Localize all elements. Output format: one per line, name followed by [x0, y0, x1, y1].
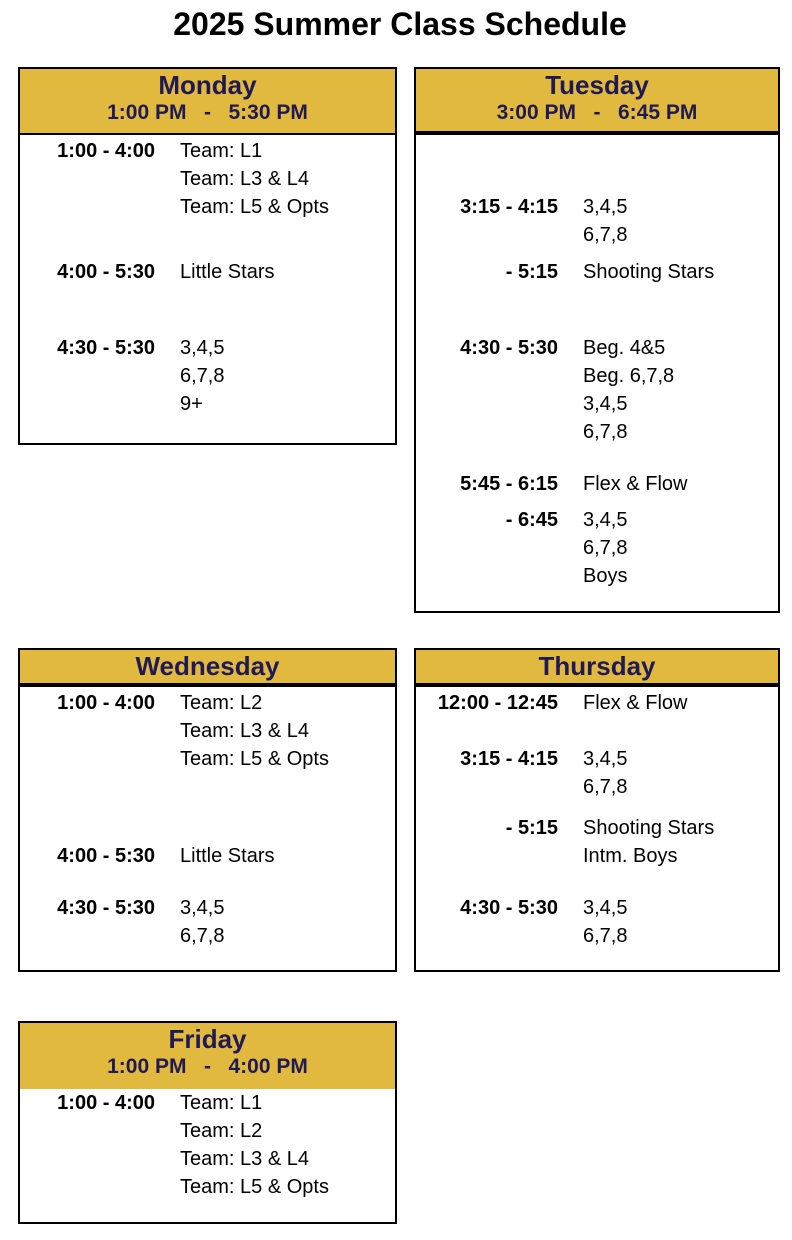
page-title: 2025 Summer Class Schedule: [173, 6, 627, 42]
entry-classes: [180, 334, 224, 418]
class-name: Beg. 4&5: [583, 337, 666, 359]
day-name: Tuesday: [545, 70, 649, 100]
class-name: 3,4,5: [583, 897, 628, 919]
entry-classes: [583, 689, 687, 717]
class-name: Shooting Stars: [583, 261, 715, 283]
class-name: Team: L2: [180, 692, 263, 714]
day-header-friday: [18, 1021, 397, 1089]
class-name: Little Stars: [180, 261, 275, 283]
day-header-monday: [18, 67, 397, 135]
entry-classes: [583, 470, 687, 498]
class-name: 6,7,8: [583, 224, 628, 246]
entry-time: 4:00 - 5:30: [57, 845, 155, 867]
class-name: Team: L3 & L4: [180, 168, 309, 190]
class-name: Boys: [583, 565, 628, 587]
class-name: Team: L2: [180, 1120, 263, 1142]
class-name: Little Stars: [180, 845, 275, 867]
day-name: Thursday: [538, 651, 656, 681]
day-hours: 1:00 PM - 4:00 PM: [107, 1055, 308, 1078]
day-hours: 3:00 PM - 6:45 PM: [496, 101, 698, 124]
entry-time: 4:30 - 5:30: [57, 337, 155, 359]
entry-classes: [180, 689, 329, 773]
day-hours: 1:00 PM - 5:30 PM: [107, 101, 308, 124]
entry-time: - 5:15: [505, 261, 558, 283]
entry-time: 5:45 - 6:15: [460, 473, 558, 495]
class-name: Team: L3 & L4: [180, 720, 309, 742]
entry-time: 4:00 - 5:30: [57, 261, 155, 283]
class-name: Flex & Flow: [583, 473, 688, 495]
entry-time: 12:00 - 12:45: [437, 692, 558, 714]
class-name: 3,4,5: [180, 897, 225, 919]
class-name: 6,7,8: [583, 537, 628, 559]
entry-classes: [180, 137, 329, 221]
entry-classes: [180, 842, 274, 870]
entry-time: - 5:15: [505, 817, 558, 839]
class-name: 9+: [180, 393, 203, 415]
entry-time: 3:15 - 4:15: [460, 748, 558, 770]
day-name: Monday: [158, 70, 257, 100]
class-name: 6,7,8: [583, 776, 628, 798]
class-name: 6,7,8: [180, 925, 225, 947]
day-header-tuesday: [414, 67, 780, 133]
entry-classes: [583, 334, 674, 446]
class-name: 6,7,8: [583, 925, 628, 947]
class-name: Team: L5 & Opts: [180, 748, 329, 770]
class-name: 6,7,8: [180, 365, 225, 387]
entry-classes: [583, 193, 627, 249]
entry-time: 1:00 - 4:00: [57, 1092, 155, 1114]
class-name: 3,4,5: [583, 393, 628, 415]
class-name: Team: L1: [180, 1092, 263, 1114]
entry-classes: [180, 894, 224, 950]
day-header-wednesday: [18, 648, 397, 685]
class-name: Beg. 6,7,8: [583, 365, 675, 387]
entry-time: - 6:45: [505, 509, 558, 531]
class-name: Intm. Boys: [583, 845, 678, 867]
class-name: 3,4,5: [583, 748, 628, 770]
entry-time: 1:00 - 4:00: [57, 140, 155, 162]
entry-time: 4:30 - 5:30: [460, 337, 558, 359]
entry-time: 4:30 - 5:30: [460, 897, 558, 919]
class-name: Team: L5 & Opts: [180, 1176, 329, 1198]
class-name: Team: L3 & L4: [180, 1148, 309, 1170]
entry-classes: [583, 506, 627, 590]
entry-classes: [583, 814, 714, 870]
entry-time: 3:15 - 4:15: [460, 196, 558, 218]
entry-time: 4:30 - 5:30: [57, 897, 155, 919]
class-name: 6,7,8: [583, 421, 628, 443]
entry-classes: [583, 745, 627, 801]
entry-classes: [180, 258, 274, 286]
entry-time: 1:00 - 4:00: [57, 692, 155, 714]
class-name: 3,4,5: [583, 509, 628, 531]
class-name: Flex & Flow: [583, 692, 688, 714]
day-name: Wednesday: [135, 651, 280, 681]
class-name: Shooting Stars: [583, 817, 715, 839]
entry-classes: [180, 1089, 329, 1201]
class-name: 3,4,5: [180, 337, 225, 359]
day-name: Friday: [168, 1024, 247, 1054]
class-name: 3,4,5: [583, 196, 628, 218]
class-name: Team: L1: [180, 140, 263, 162]
entry-classes: [583, 894, 627, 950]
class-name: Team: L5 & Opts: [180, 196, 329, 218]
day-header-thursday: [414, 648, 780, 685]
entry-classes: [583, 258, 714, 286]
